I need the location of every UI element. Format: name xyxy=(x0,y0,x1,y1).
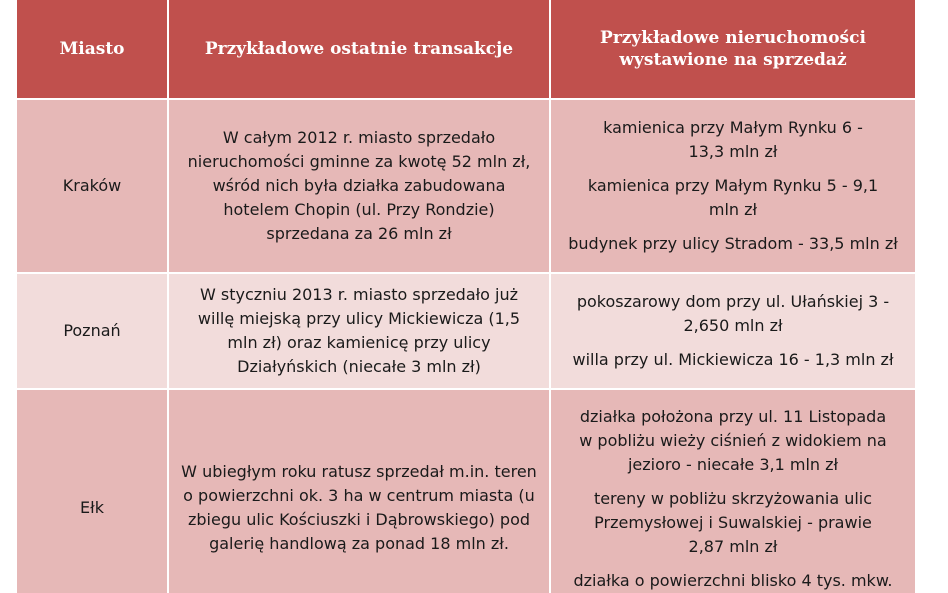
transactions-cell xyxy=(169,274,549,388)
property-table xyxy=(17,0,915,593)
city-name: Ełk xyxy=(80,498,104,517)
offers-cell xyxy=(551,390,915,593)
header-offers xyxy=(551,0,915,98)
transactions-cell xyxy=(169,100,549,272)
header-city-label: Miasto xyxy=(59,39,125,59)
offer-item: działka o powierzchni blisko 4 tys. mkw. xyxy=(573,571,893,590)
table-row xyxy=(17,390,915,593)
table-row xyxy=(17,274,915,388)
header-row xyxy=(17,0,915,98)
offer-item: działka położona przy ul. 11 Listopada w pobliżu wieży ciśnień z widokiem na jezioro - niecałe 3,1 mln zł xyxy=(579,407,887,474)
header-transactions-label: Przykładowe ostatnie transakcje xyxy=(204,39,514,59)
header-city xyxy=(17,0,167,98)
city-name: Poznań xyxy=(63,321,121,340)
transactions-text: W ubiegłym roku ratusz sprzedał m.in. teren o powierzchni ok. 3 ha w centrum miasta (u zbiegu ulic Kościuszki i Dąbrowskiego) pod galerię handlową za ponad 18 mln zł. xyxy=(181,462,537,553)
transactions-text: W styczniu 2013 r. miasto sprzedało już willę miejską przy ulicy Mickiewicza (1,5 mln zł) oraz kamienicę przy ulicy Działyńskich (niecałe 3 mln zł) xyxy=(197,285,521,376)
offer-item: kamienica przy Małym Rynku 5 - 9,1 mln zł xyxy=(587,176,879,219)
offer-item: willa przy ul. Mickiewicza 16 - 1,3 mln zł xyxy=(572,350,894,369)
offer-item: kamienica przy Małym Rynku 6 - 13,3 mln zł xyxy=(603,118,863,161)
offers-cell xyxy=(551,274,915,388)
header-transactions xyxy=(169,0,549,98)
offer-item: pokoszarowy dom przy ul. Ułańskiej 3 - 2,650 mln zł xyxy=(576,292,890,335)
transactions-cell xyxy=(169,390,549,593)
city-name: Kraków xyxy=(62,176,122,195)
header-offers-label: Przykładowe nieruchomości wystawione na sprzedaż xyxy=(600,28,866,70)
city-cell xyxy=(17,390,167,593)
offers-cell xyxy=(551,100,915,272)
offer-item: budynek przy ulicy Stradom - 33,5 mln zł xyxy=(568,234,898,253)
offer-item: tereny w pobliżu skrzyżowania ulic Przemysłowej i Suwalskiej - prawie 2,87 mln zł xyxy=(593,489,873,556)
city-cell xyxy=(17,274,167,388)
city-cell xyxy=(17,100,167,272)
transactions-text: W całym 2012 r. miasto sprzedało nieruchomości gminne za kwotę 52 mln zł, wśród nich była działka zabudowana hotelem Chopin (ul. Przy Rondzie) sprzedana za 26 mln zł xyxy=(187,128,531,243)
table-row xyxy=(17,100,915,272)
